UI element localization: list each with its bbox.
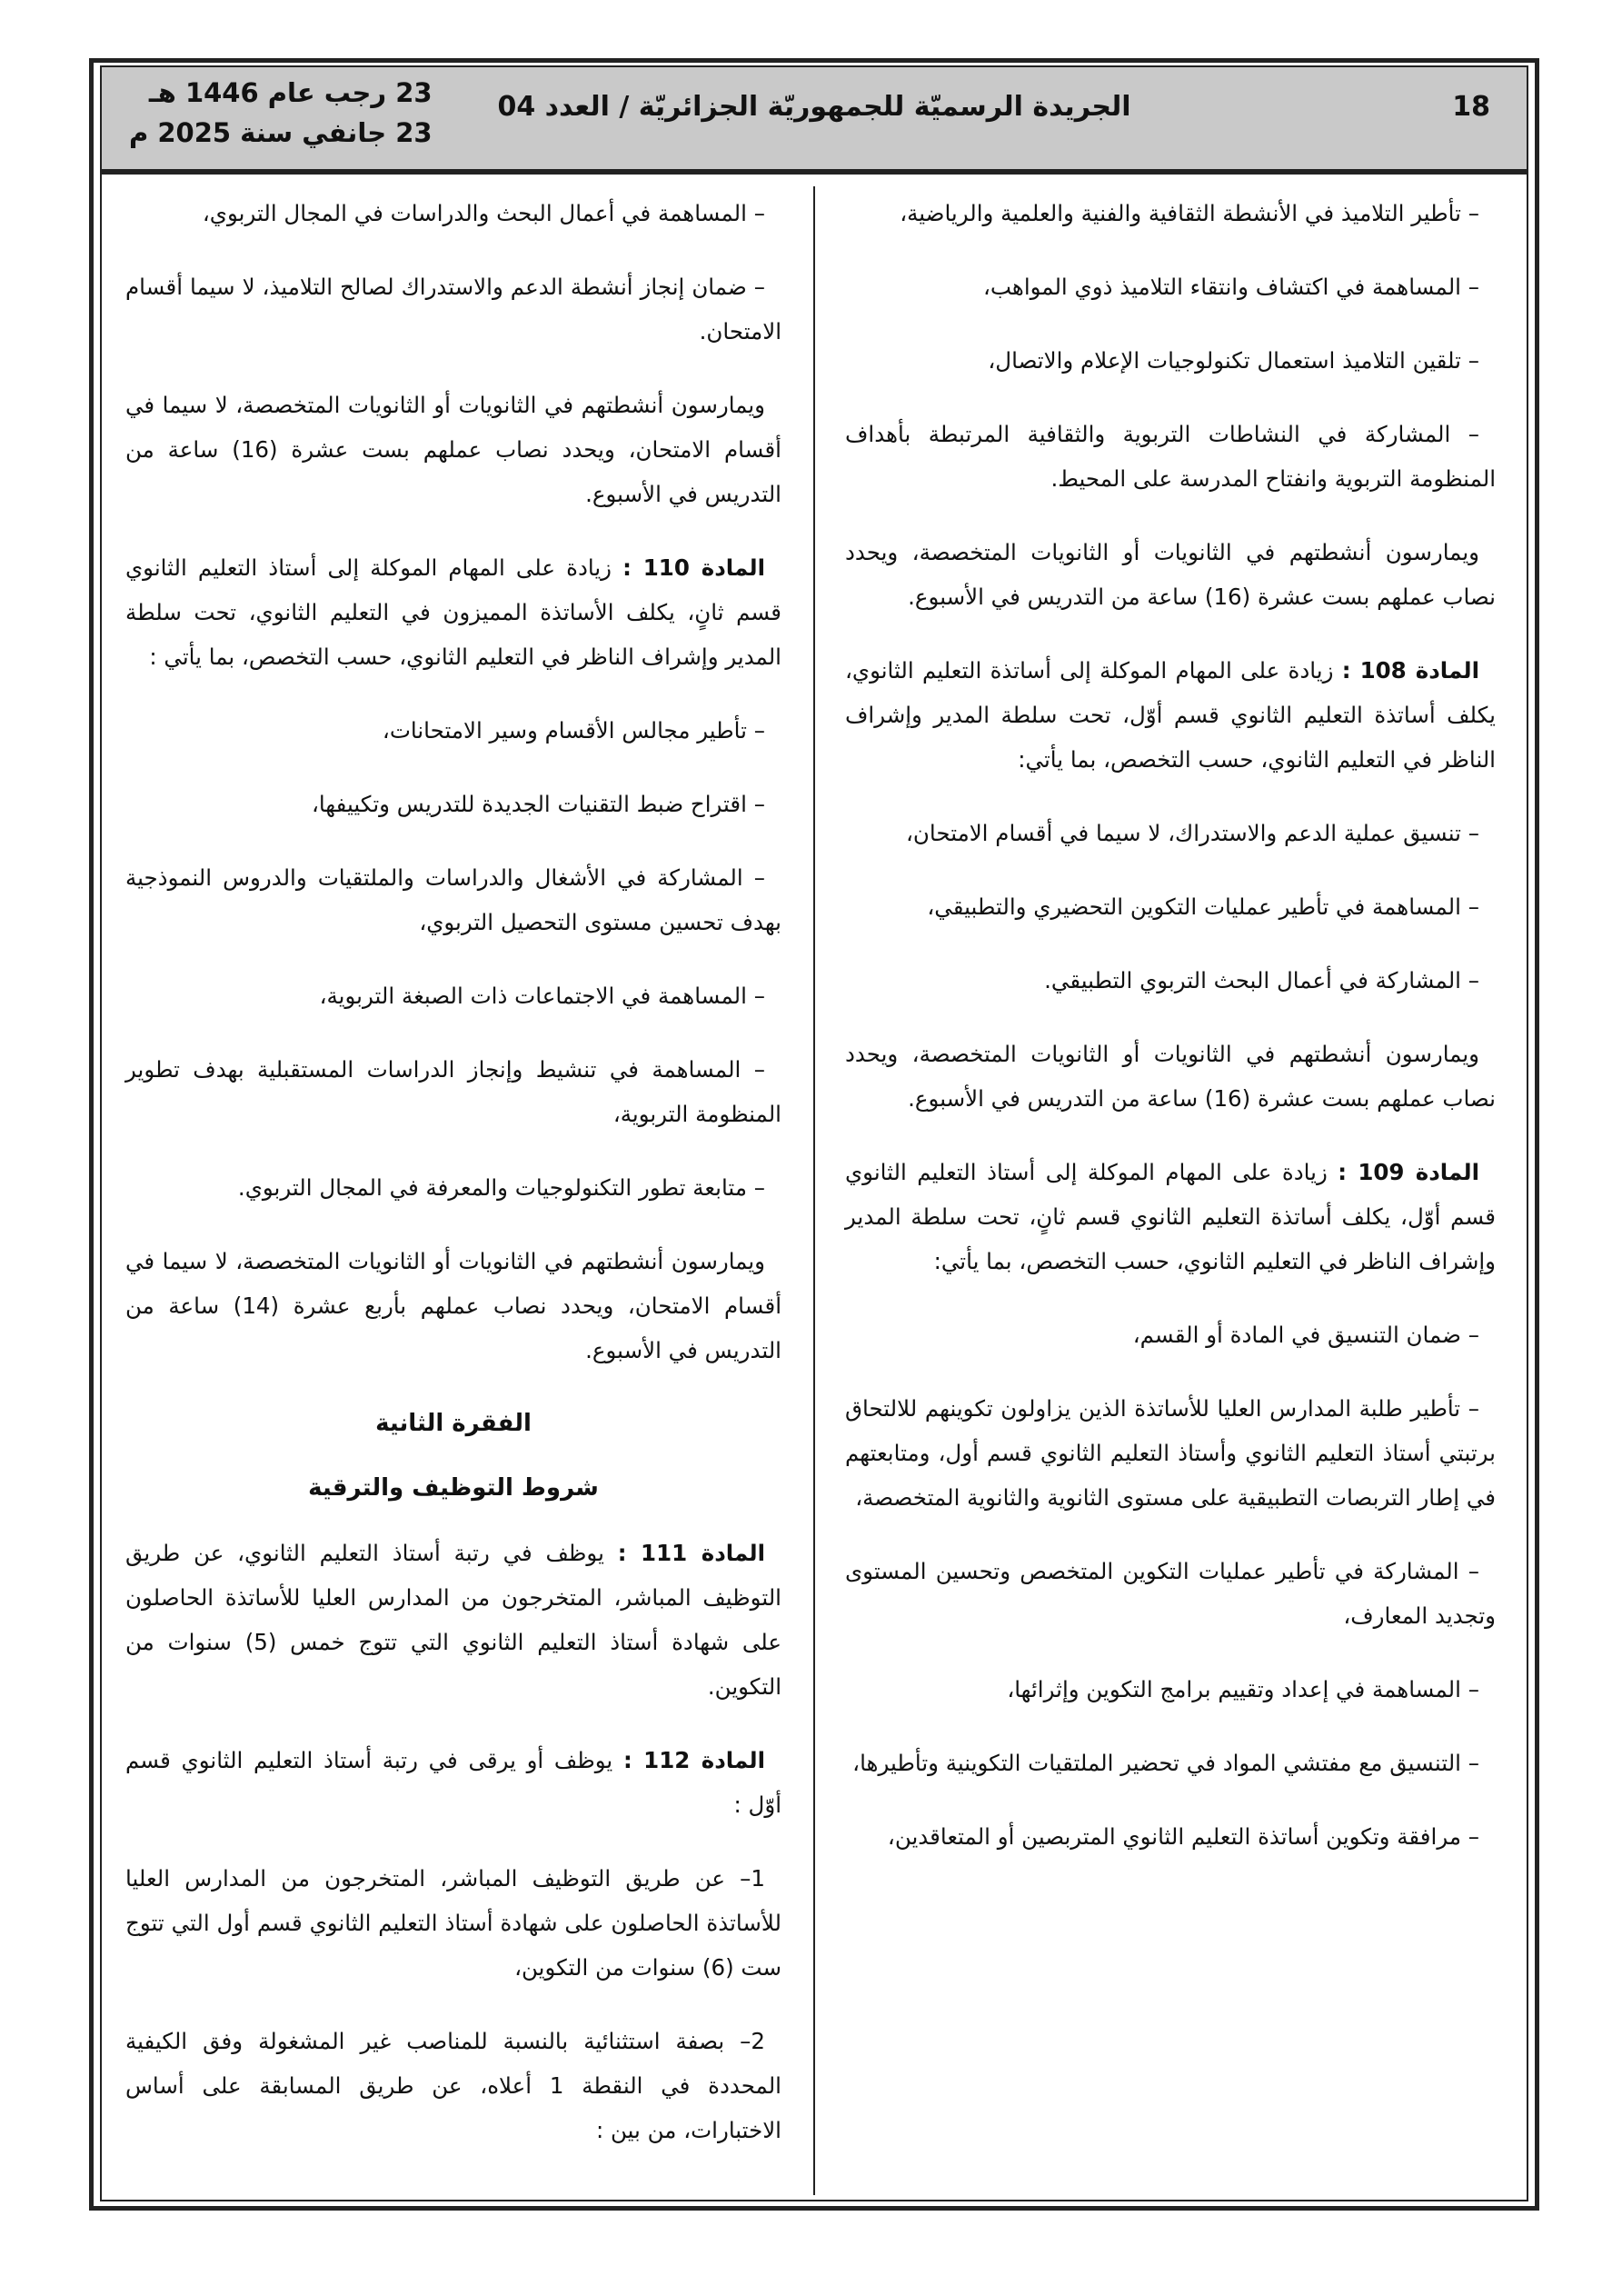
- paragraph-text: – المشاركة في تأطير عمليات التكوين المتخصص وتحسين المستوى وتجديد المعارف،: [845, 1558, 1496, 1629]
- paragraph-text: – المساهمة في إعداد وتقييم برامج التكوين وإثرائها،: [1007, 1676, 1479, 1702]
- page-number: 18: [1452, 91, 1490, 123]
- paragraph-text: – تنسيق عملية الدعم والاستدراك، لا سيما في أقسام الامتحان،: [906, 820, 1479, 846]
- paragraph: [845, 412, 1496, 501]
- paragraph: [125, 383, 781, 516]
- paragraph-text: – ضمان التنسيق في المادة أو القسم،: [1132, 1322, 1479, 1348]
- article-paragraph: [845, 1150, 1496, 1283]
- paragraph-text: – المساهمة في اكتشاف وانتقاء التلاميذ ذوي المواهب،: [982, 274, 1479, 300]
- paragraph: [845, 811, 1496, 855]
- paragraph-text: زيادة على المهام الموكلة إلى أستاذ التعليم الثانوي قسم ثانٍ، يكلف الأساتذة المميزون في التعليم الثانوي، تحت سلطة المدير وإشراف الناظر في التعليم الثانوي، حسب التخصص، بما يأتي :: [125, 554, 781, 670]
- paragraph-text: – المساهمة في تنشيط وإنجاز الدراسات المستقبلية بهدف تطوير المنظومة التربوية،: [125, 1056, 781, 1127]
- paragraph-text: ويمارسون أنشطتهم في الثانويات أو الثانويات المتخصصة، ويحدد نصاب عملهم بست عشرة (16) ساعة من التدريس في الأسبوع.: [845, 1041, 1496, 1112]
- date-hijri: 23 رجب عام 1446 هـ: [148, 77, 433, 108]
- paragraph-text: – التنسيق مع مفتشي المواد في تحضير الملتقيات التكوينية وتأطيرها،: [852, 1750, 1479, 1776]
- right-column: [845, 191, 1496, 1888]
- paragraph: [845, 884, 1496, 929]
- article-paragraph: [125, 545, 781, 679]
- paragraph-text: – المساهمة في تأطير عمليات التكوين التحضيري والتطبيقي،: [927, 893, 1479, 920]
- article-paragraph: [125, 1531, 781, 1709]
- paragraph: [125, 782, 781, 826]
- article-paragraph: [845, 648, 1496, 782]
- paragraph-text: – تأطير التلاميذ في الأنشطة الثقافية والفنية والعلمية والرياضية،: [900, 200, 1479, 226]
- paragraph-text: ويمارسون أنشطتهم في الثانويات أو الثانويات المتخصصة، لا سيما في أقسام الامتحان، ويحدد نصاب عملهم بست عشرة (16) ساعة من التدريس في الأسبوع.: [125, 392, 781, 507]
- article-number: المادة 112 :: [622, 1747, 766, 1773]
- column-divider: [813, 186, 815, 2195]
- paragraph-text: ويمارسون أنشطتهم في الثانويات أو الثانويات المتخصصة، لا سيما في أقسام الامتحان، ويحدد نصاب عملهم بأربع عشرة (14) ساعة من التدريس في الأسبوع.: [125, 1248, 782, 1363]
- date-gregorian: 23 جانفي سنة 2025 م: [129, 117, 433, 148]
- paragraph: [845, 191, 1496, 235]
- paragraph-text: زيادة على المهام الموكلة إلى أستاذ التعليم الثانوي قسم أوّل، يكلف أساتذة التعليم الثانوي قسم ثانٍ، تحت سلطة المدير وإشراف الناظر في التعليم الثانوي، حسب التخصص، بما يأتي:: [845, 1159, 1496, 1274]
- paragraph: [845, 1032, 1496, 1121]
- issue-date: [129, 73, 433, 153]
- paragraph-text: 2– بصفة استثنائية بالنسبة للمناصب غير المشغولة وفق الكيفية المحددة في النقطة 1 أعلاه، عن طريق المسابقة على أساس الاختبارات، من بين :: [125, 2028, 781, 2143]
- paragraph-text: – المشاركة في الأشغال والدراسات والملتقيات والدروس النموذجية بهدف تحسين مستوى التحصيل التربوي،: [125, 864, 781, 935]
- paragraph: [125, 973, 781, 1018]
- paragraph: [845, 1667, 1496, 1712]
- paragraph-text: – تأطير مجالس الأقسام وسير الامتحانات،: [382, 717, 765, 744]
- gazette-header: [102, 67, 1527, 175]
- paragraph-text: – اقتراح ضبط التقنيات الجديدة للتدريس وتكييفها،: [311, 791, 765, 817]
- paragraph: [845, 1549, 1496, 1638]
- paragraph: [845, 338, 1496, 383]
- paragraph-text: – مرافقة وتكوين أساتذة التعليم الثانوي المتربصين أو المتعاقدين،: [887, 1823, 1479, 1850]
- paragraph: [845, 958, 1496, 1003]
- paragraph: [845, 1313, 1496, 1357]
- section-heading: الفقرة الثانية: [375, 1410, 532, 1437]
- paragraph: [845, 1741, 1496, 1785]
- paragraph: [845, 1814, 1496, 1859]
- paragraph-text: – المشاركة في أعمال البحث التربوي التطبيقي.: [1044, 967, 1479, 993]
- paragraph: [845, 1386, 1496, 1520]
- article-number: المادة 111 :: [617, 1540, 765, 1566]
- article-number: المادة 108 :: [1341, 657, 1480, 684]
- paragraph-text: ويمارسون أنشطتهم في الثانويات أو الثانويات المتخصصة، ويحدد نصاب عملهم بست عشرة (16) ساعة من التدريس في الأسبوع.: [845, 539, 1496, 610]
- paragraph: [125, 1239, 781, 1373]
- article-number: المادة 109 :: [1338, 1159, 1479, 1185]
- paragraph-text: يوظف في رتبة أستاذ التعليم الثانوي، عن طريق التوظيف المباشر، المتخرجون من المدارس العليا للأساتذة الحاصلون على شهادة أستاذ التعليم الثانوي التي تتوج خمس (5) سنوات من التكوين.: [125, 1540, 781, 1700]
- paragraph: [125, 1047, 781, 1136]
- article-number: المادة 110 :: [622, 554, 765, 581]
- paragraph: [845, 530, 1496, 619]
- paragraph: [125, 2019, 781, 2152]
- paragraph-text: – تلقين التلاميذ استعمال تكنولوجيات الإعلام والاتصال،: [988, 347, 1479, 374]
- paragraph: [845, 265, 1496, 309]
- article-paragraph: [125, 1738, 781, 1827]
- paragraph-text: – ضمان إنجاز أنشطة الدعم والاستدراك لصالح التلاميذ، لا سيما أقسام الامتحان.: [125, 274, 781, 344]
- paragraph-text: – متابعة تطور التكنولوجيات والمعرفة في المجال التربوي.: [237, 1174, 765, 1201]
- paragraph: [125, 708, 781, 753]
- paragraph: [125, 855, 781, 944]
- paragraph-text: يوظف أو يرقى في رتبة أستاذ التعليم الثانوي قسم أوّل :: [125, 1747, 781, 1818]
- paragraph: [125, 1165, 781, 1210]
- paragraph-text: 1– عن طريق التوظيف المباشر، المتخرجون من المدارس العليا للأساتذة الحاصلون على شهادة أستاذ التعليم الثانوي قسم أول التي تتوج ست (6) سنوات من التكوين،: [125, 1865, 781, 1981]
- paragraph-text: زيادة على المهام الموكلة إلى أساتذة التعليم الثانوي، يكلف أساتذة التعليم الثانوي قسم أوّل، تحت سلطة المدير وإشراف الناظر في التعليم الثانوي، حسب التخصص، بما يأتي:: [845, 657, 1496, 773]
- paragraph-text: – تأطير طلبة المدارس العليا للأساتذة الذين يزاولون تكوينهم للالتحاق برتبتي أستاذ التعليم الثانوي وأستاذ التعليم الثانوي قسم أول، ومتابعتهم في إطار التربصات التطبيقية على مستوى الثانوية والثانوية المتخصصة،: [845, 1395, 1496, 1511]
- paragraph-text: – المشاركة في النشاطات التربوية والثقافية المرتبطة بأهداف المنظومة التربوية وانفتاح المدرسة على المحيط.: [845, 421, 1496, 492]
- paragraph-text: – المساهمة في الاجتماعات ذات الصبغة التربوية،: [319, 983, 765, 1009]
- left-column: [125, 191, 781, 2181]
- paragraph: [125, 1856, 781, 1990]
- paragraph: [125, 265, 781, 354]
- paragraph-text: – المساهمة في أعمال البحث والدراسات في المجال التربوي،: [202, 200, 765, 226]
- gazette-title: الجريدة الرسميّة للجمهوريّة الجزائريّة / العدد 04: [497, 91, 1131, 123]
- paragraph: [125, 191, 781, 235]
- section-subheading: شروط التوظيف والترقية: [308, 1474, 599, 1502]
